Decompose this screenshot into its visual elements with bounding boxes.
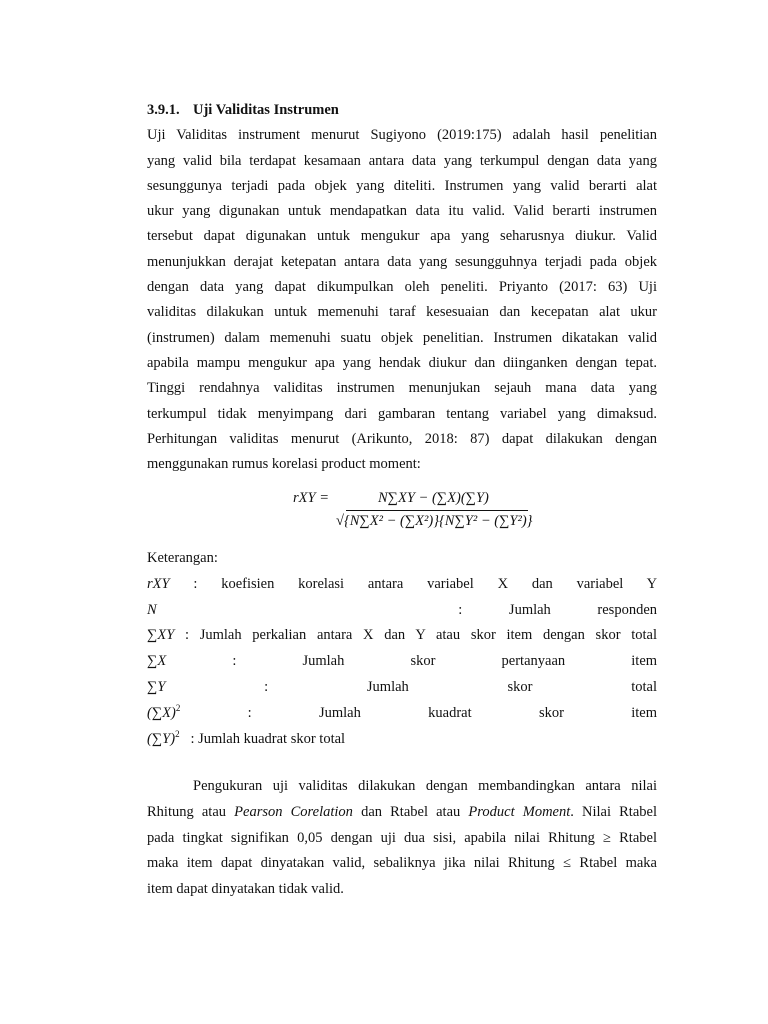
fraction-bar bbox=[346, 510, 528, 511]
definition-word: koefisien bbox=[221, 575, 275, 592]
paragraph-2 bbox=[147, 774, 657, 903]
paragraph-line: menggunakan rumus korelasi product moment: bbox=[147, 456, 421, 473]
definition-row bbox=[147, 623, 657, 649]
paragraph-line: tersebut dapat digunakan untuk mengukur apa yang seharusnya diukur. Valid bbox=[147, 228, 657, 245]
definition-word: variabel bbox=[427, 575, 474, 592]
paragraph-line: menunjukkan derajat ketepatan antara data yang sesungguhnya terjadi pada objek bbox=[147, 253, 657, 270]
definition-colon: : bbox=[264, 678, 269, 695]
definition-row bbox=[147, 598, 657, 624]
definition-row bbox=[147, 701, 657, 727]
definition-row bbox=[147, 649, 657, 675]
definition-word: skor bbox=[538, 704, 564, 721]
definition-word: item bbox=[631, 653, 658, 670]
paragraph-line: Pengukuran uji validitas dilakukan dengan membandingkan antara nilai bbox=[193, 778, 657, 794]
definition-word: Jumlah bbox=[366, 678, 409, 695]
paragraph-line: Perhitungan validitas menurut (Arikunto, 2018: 87) dapat dilakukan dengan bbox=[147, 430, 657, 447]
definition-colon: : bbox=[193, 575, 198, 592]
paragraph-line: Rhitung atau Pearson Corelation dan Rtabel atau Product Moment. Nilai Rtabel bbox=[147, 803, 657, 820]
paragraph-line: sesunggunya terjadi pada objek yang diteliti. Instrumen yang valid berarti alat bbox=[147, 177, 657, 194]
paragraph-line: pada tingkat signifikan 0,05 dengan uji dua sisi, apabila nilai Rhitung ≥ Rtabel bbox=[147, 829, 657, 846]
definition-text: Jumlah kuadrat skor total bbox=[198, 730, 346, 747]
definition-symbol: ∑XY bbox=[147, 627, 175, 644]
definition-word: X bbox=[497, 575, 509, 592]
formula-numerator: N∑XY − (∑X)(∑Y) bbox=[378, 490, 489, 506]
formula-denominator: √{N∑X² − (∑X²)}{N∑Y² − (∑Y²)} bbox=[336, 513, 533, 529]
definition-word: variabel bbox=[576, 575, 624, 592]
definition-word: antara bbox=[367, 575, 404, 592]
definition-word: Jumlah bbox=[302, 653, 345, 670]
definition-word: skor bbox=[410, 653, 436, 670]
paragraph-line: terkumpul tidak menyimpang dari gambaran tentang variabel yang dimaksud. bbox=[147, 405, 657, 422]
definition-symbol: N bbox=[147, 601, 157, 618]
definition-symbol: $(\sum Y)^2$ bbox=[147, 728, 180, 747]
definition-colon: : bbox=[190, 730, 195, 747]
paragraph-line: validitas dilakukan untuk memenuhi taraf kesesuaian dan kecepatan alat ukur bbox=[147, 304, 657, 321]
section-body bbox=[147, 98, 657, 477]
definition-word: total bbox=[631, 678, 658, 695]
definition-colon: : bbox=[232, 653, 237, 670]
paragraph-line: maka item dapat dinyatakan valid, sebaliknya jika nilai Rhitung ≤ Rtabel maka bbox=[147, 855, 657, 872]
paragraph-line: Tinggi rendahnya validitas instrumen menunjukan sejauh mana data yang bbox=[147, 380, 657, 397]
section-number: 3.9.1. bbox=[147, 102, 180, 118]
paragraph-line: item dapat dinyatakan tidak valid. bbox=[147, 881, 344, 898]
definition-symbol: ∑X bbox=[147, 653, 167, 670]
definition-symbol: $(\sum X)^2$ bbox=[147, 702, 181, 721]
keterangan-label: Keterangan: bbox=[147, 550, 218, 566]
definition-row bbox=[147, 675, 657, 701]
definition-symbol: ∑Y bbox=[147, 678, 166, 695]
paragraph-line: yang valid bila terdapat kesamaan antara data yang terkumpul dengan data yang bbox=[147, 152, 657, 169]
definition-word: korelasi bbox=[298, 575, 345, 592]
paragraph-line: (instrumen) dalam memenuhi suatu objek penelitian. Instrumen dikatakan valid bbox=[147, 329, 657, 346]
definition-word: dan bbox=[531, 575, 553, 592]
definition-colon: : bbox=[247, 704, 252, 721]
paragraph-line: ukur yang digunakan untuk mendapatkan data itu valid. Valid berarti instrumen bbox=[147, 203, 657, 220]
section-title: Uji Validitas Instrumen bbox=[193, 102, 339, 118]
definition-word: Jumlah bbox=[508, 601, 551, 618]
formula-lhs: rXY = bbox=[293, 490, 329, 506]
definition-word: pertanyaan bbox=[501, 653, 566, 670]
italic-term: Product Moment bbox=[468, 803, 571, 820]
paragraph-line: dengan data yang dapat dikumpulkan oleh peneliti. Priyanto (2017: 63) Uji bbox=[147, 279, 657, 296]
definition-word: item bbox=[631, 704, 658, 721]
definition-word: skor bbox=[507, 678, 533, 695]
definition-symbol: rXY bbox=[147, 575, 170, 592]
section-heading bbox=[147, 98, 657, 123]
paragraph-line: apabila mampu mengukur apa yang hendak diukur dan diinganken dengan tepat. bbox=[147, 354, 657, 371]
definition-word: Y bbox=[646, 575, 658, 592]
paragraph-line: Uji Validitas instrument menurut Sugiyono (2019:175) adalah hasil penelitian bbox=[147, 127, 657, 144]
definition-text: Jumlah perkalian antara X dan Y atau skor item dengan skor total bbox=[199, 627, 657, 644]
keterangan-list bbox=[147, 546, 657, 752]
definition-word: Jumlah bbox=[318, 704, 361, 721]
definition-row bbox=[147, 572, 657, 598]
definition-word: kuadrat bbox=[428, 704, 472, 721]
definition-colon: : bbox=[458, 601, 463, 618]
definition-row bbox=[147, 727, 657, 753]
italic-term: Pearson Corelation bbox=[234, 803, 353, 820]
definition-colon: : bbox=[184, 627, 189, 644]
definition-word: responden bbox=[597, 601, 658, 618]
